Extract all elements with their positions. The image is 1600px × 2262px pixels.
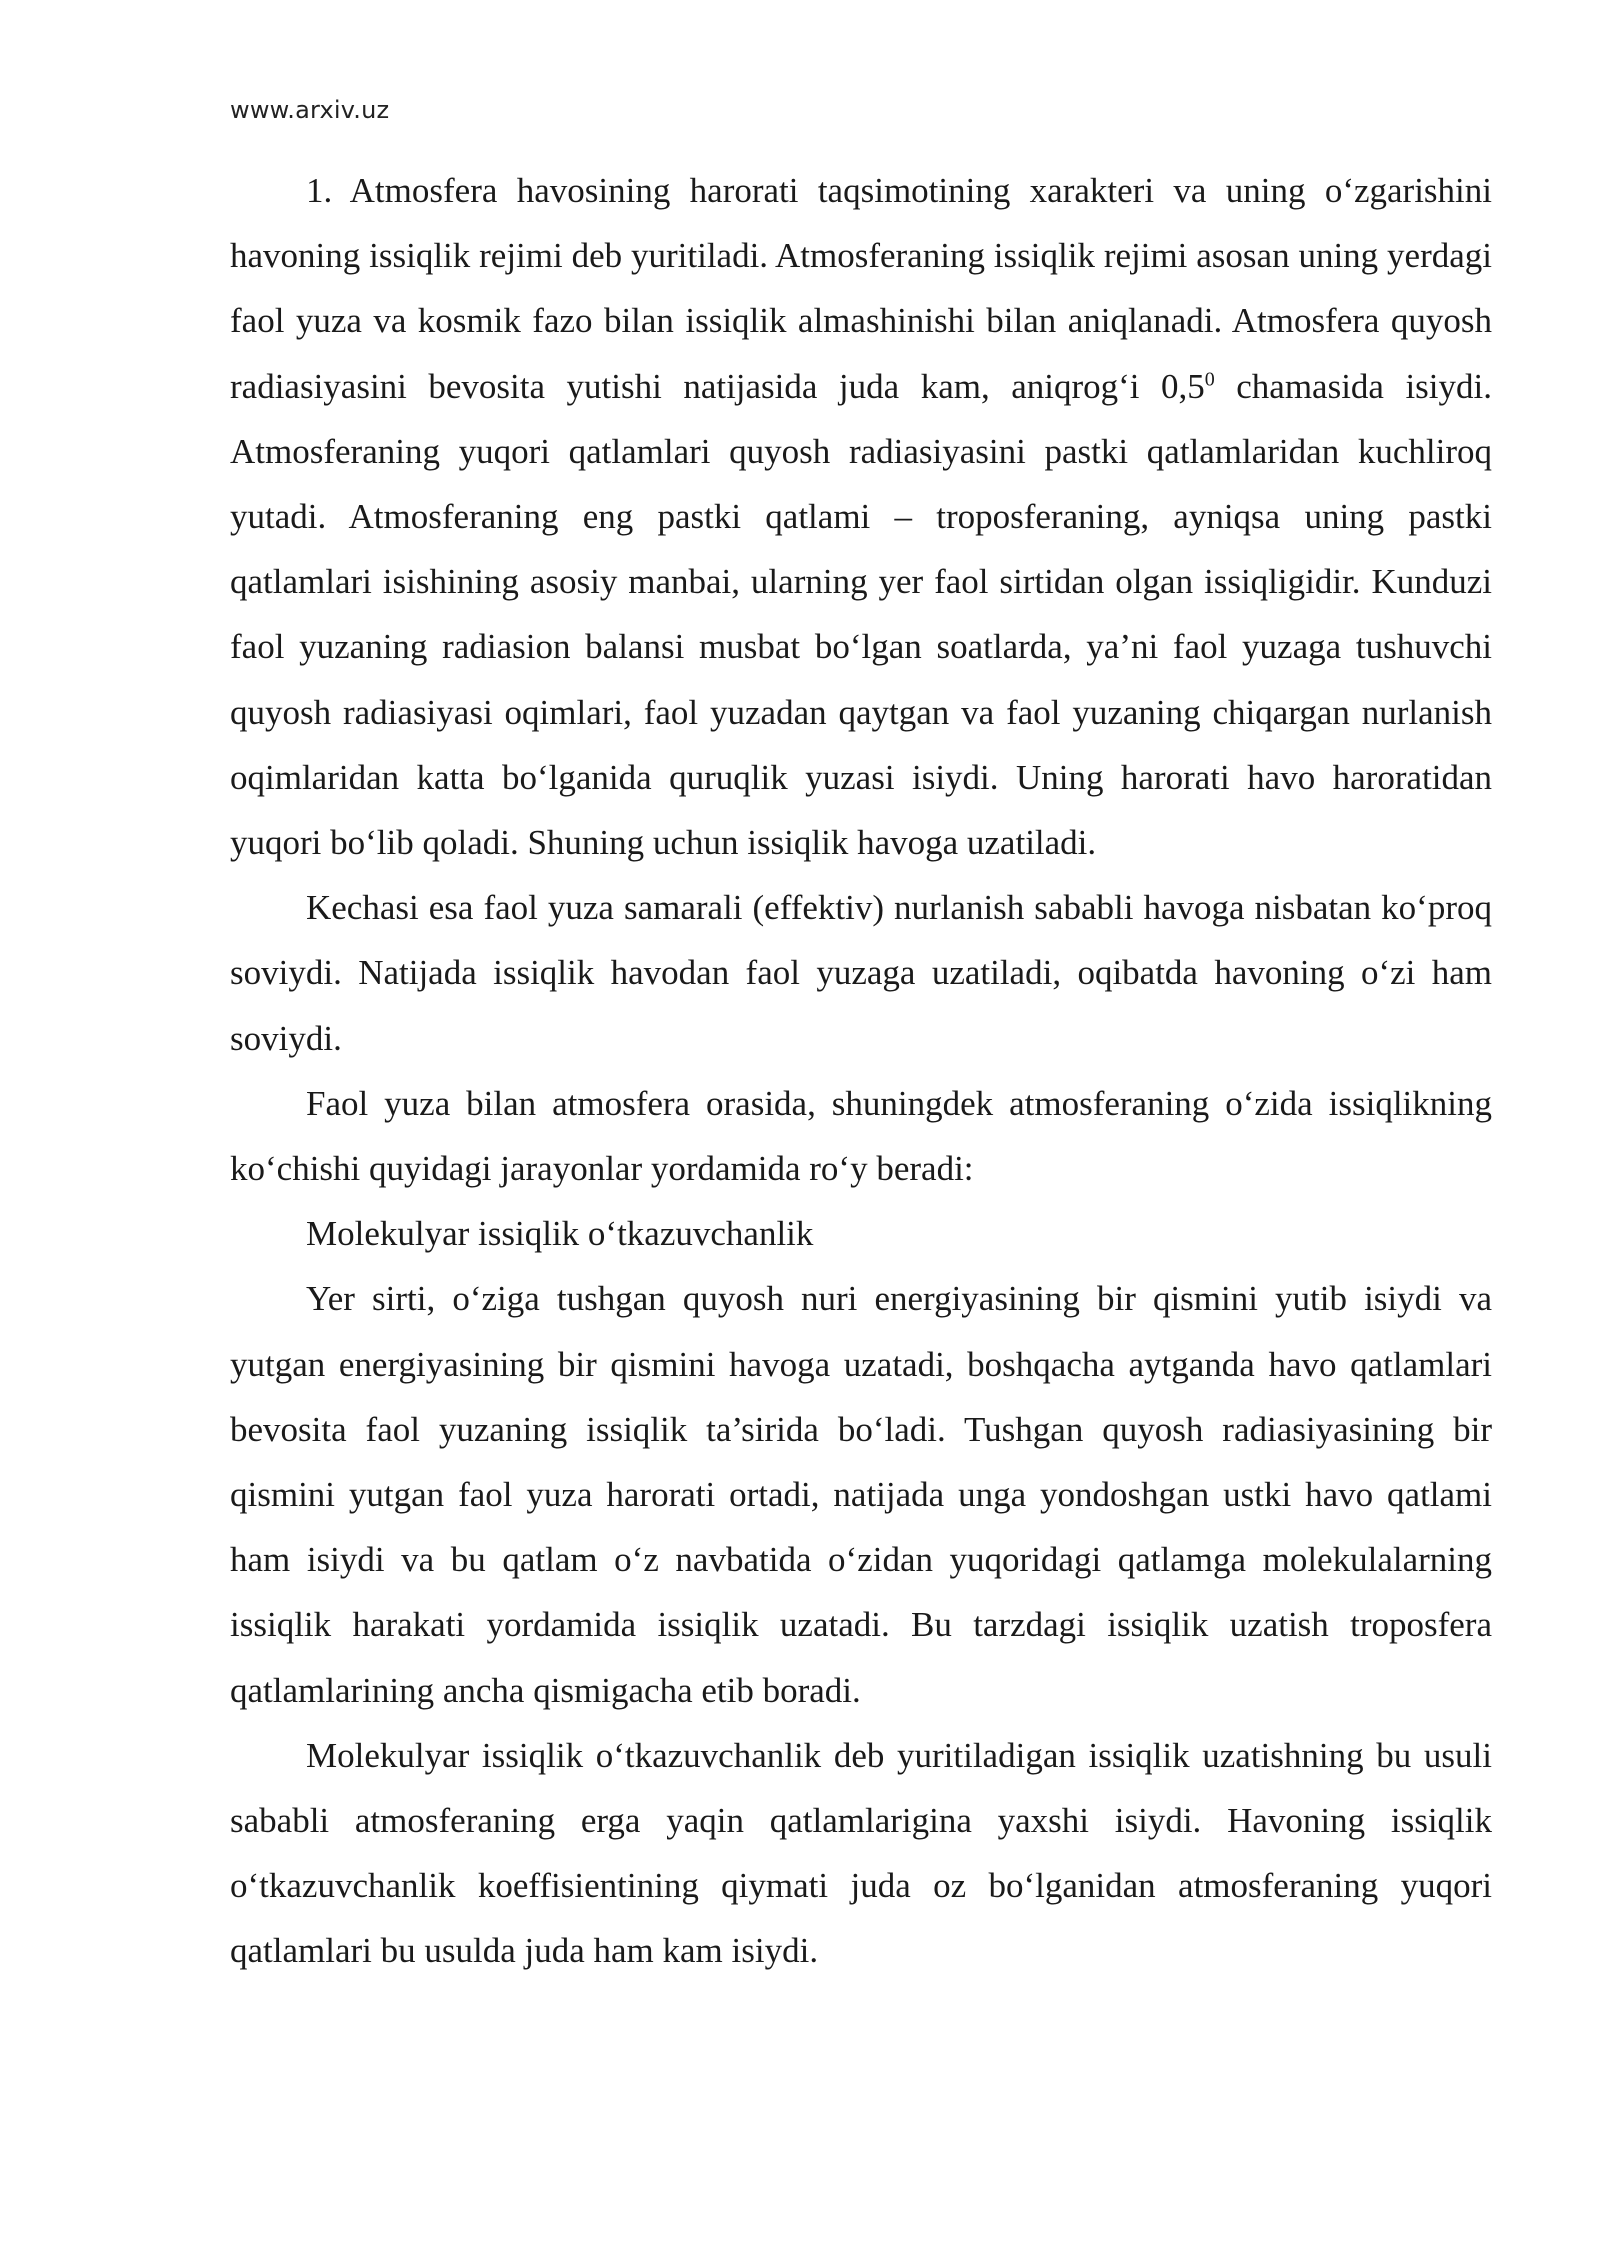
paragraph-subheading: Molekulyar issiqlik o‘tkazuvchanlik	[306, 1214, 814, 1254]
paragraph-1-text-a: 1. Atmosfera havosining harorati taqsimotining xarakteri va uning o‘zgarishini havoning issiqlik rejimi deb yuritiladi. Atmosferaning issiqlik rejimi asosan uning yerdagi faol yuza va kosmik fazo bilan issiqlik almashinishi bilan aniqlanadi. Atmosfera quyosh radiasiyasini bevosita yutishi natijasida juda kam, aniqrog‘i 0,5	[230, 171, 1492, 406]
paragraph-6: Molekulyar issiqlik o‘tkazuvchanlik deb yuritiladigan issiqlik uzatishning bu usuli sababli atmosferaning erga yaqin qatlamlarigina yaxshi isiydi. Havoning issiqlik o‘tkazuvchanlik koeffisientining qiymati juda oz bo‘lganidan atmosferaning yuqori qatlamlari bu usulda juda ham kam isiydi.	[230, 1735, 1492, 1971]
paragraph-1-text-b: chamasida isiydi. Atmosferaning yuqori qatlamlari quyosh radiasiyasini pastki qatlamlaridan kuchliroq yutadi. Atmosferaning eng pastki qatlami – troposferaning, ayniqsa uning pastki qatlamlari isishining asosiy manbai, ularning yer faol sirtidan olgan issiqligidir. Kunduzi faol yuzaning radiasion balansi musbat bo‘lgan soatlarda, ya’ni faol yuzaga tushuvchi quyosh radiasiyasi oqimlari, faol yuzadan qaytgan va faol yuzaning chiqargan nurlanish oqimlaridan katta bo‘lganida quruqlik yuzasi isiydi. Uning harorati havo haroratidan yuqori bo‘lib qoladi. Shuning uchun issiqlik havoga uzatiladi.	[230, 366, 1492, 863]
degree-superscript: 0	[1204, 367, 1215, 390]
paragraph-1	[230, 158, 1492, 875]
paragraph-3: Faol yuza bilan atmosfera orasida, shuningdek atmosferaning o‘zida issiqlikning ko‘chishi quyidagi jarayonlar yordamida ro‘y beradi:	[230, 1083, 1492, 1189]
document-body	[230, 158, 1492, 1984]
header-site-url: www.arxiv.uz	[230, 96, 390, 124]
paragraph-2: Kechasi esa faol yuza samarali (effektiv) nurlanish sababli havoga nisbatan ko‘proq soviydi. Natijada issiqlik havodan faol yuzaga uzatiladi, oqibatda havoning o‘zi ham soviydi.	[230, 888, 1492, 1058]
paragraph-5: Yer sirti, o‘ziga tushgan quyosh nuri energiyasining bir qismini yutib isiydi va yutgan energiyasining bir qismini havoga uzatadi, boshqacha aytganda havo qatlamlari bevosita faol yuzaning issiqlik ta’sirida bo‘ladi. Tushgan quyosh radiasiyasining bir qismini yutgan faol yuza harorati ortadi, natijada unga yondoshgan ustki havo qatlami ham isiydi va bu qatlam o‘z navbatida o‘zidan yuqoridagi qatlamga molekulalarning issiqlik harakati yordamida issiqlik uzatadi. Bu tarzdagi issiqlik uzatish troposfera qatlamlarining ancha qismigacha etib boradi.	[230, 1279, 1492, 1710]
